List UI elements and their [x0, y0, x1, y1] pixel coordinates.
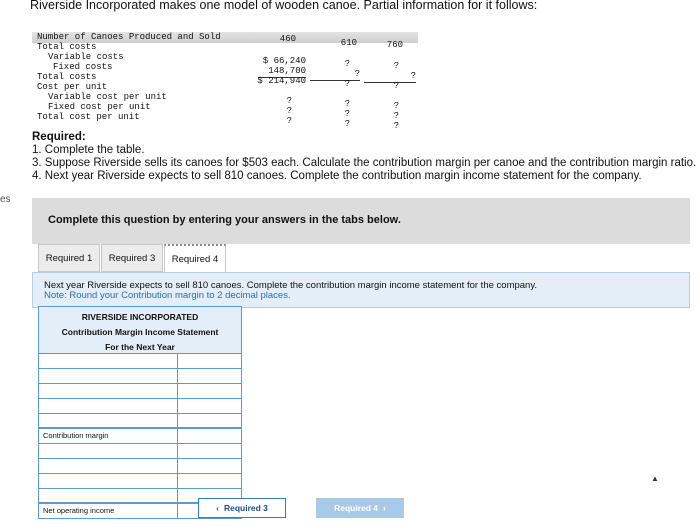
net-operating-income-label: Net operating income [39, 504, 178, 518]
company-name: RIVERSIDE INCORPORATED [81, 312, 199, 322]
cell-value: ? [286, 96, 292, 106]
problem-title: Riverside Incorporated makes one model of wooden canoe. Partial information for it follows: [30, 0, 538, 12]
cell-value: ? [344, 119, 350, 129]
cell-value: $ 214,940 [257, 76, 306, 86]
row-label-input[interactable] [39, 384, 178, 398]
prev-required-button[interactable] [198, 498, 286, 518]
cell-value: ? [364, 71, 416, 83]
cell-value: ? [393, 101, 399, 111]
table-header-label: Number of Canoes Produced and Sold [37, 32, 221, 42]
amount-input[interactable] [178, 384, 241, 398]
table-row [38, 414, 242, 429]
cell-value: ? [286, 106, 292, 116]
table-row [38, 459, 242, 474]
contribution-margin-input[interactable] [178, 429, 241, 443]
chevron-left-icon: ‹ [216, 503, 219, 513]
cell-value: ? [393, 61, 399, 71]
mouse-cursor-icon: ▲ [651, 474, 659, 483]
table-row [38, 399, 242, 414]
row-label: Variable cost per unit [48, 92, 167, 102]
statement-period: For the Next Year [105, 342, 175, 352]
cell-value: ? [344, 109, 350, 119]
row-label: Total cost per unit [37, 112, 140, 122]
row-label: Fixed costs [53, 62, 113, 72]
cell-value: ? [344, 99, 350, 109]
next-button-label: Required 4 [334, 503, 379, 513]
side-mark: es [0, 194, 11, 205]
column-610: 610 [340, 38, 357, 48]
row-label-input[interactable] [39, 444, 178, 458]
row-label-input[interactable] [39, 489, 178, 502]
row-label: Cost per unit [37, 82, 108, 92]
contribution-margin-row [38, 429, 242, 444]
income-statement-table [38, 306, 242, 519]
cell-value: ? [310, 69, 360, 81]
tab-required-1[interactable]: Required 1 [38, 244, 100, 272]
tab-required-3[interactable]: Required 3 [101, 244, 163, 272]
required-item-3: 3. Suppose Riverside sells its canoes for $503 each. Calculate the contribution margin per canoe and the contribution margin ratio. [32, 157, 697, 169]
table-row [38, 369, 242, 384]
cell-value: 148,700 [258, 66, 306, 78]
row-label-input[interactable] [39, 459, 178, 473]
amount-input[interactable] [178, 369, 241, 383]
cell-value: ? [344, 59, 350, 69]
required-section [32, 131, 696, 183]
prev-button-label: Required 3 [223, 503, 268, 513]
next-required-button[interactable] [316, 498, 404, 518]
row-label: Variable costs [48, 52, 124, 62]
table-row [38, 474, 242, 489]
rounding-note: Note: Round your Contribution margin to 2 decimal places. [44, 290, 291, 301]
cell-value: ? [393, 121, 399, 131]
chevron-right-icon: › [383, 503, 386, 513]
row-label-input[interactable] [39, 399, 178, 413]
amount-input[interactable] [178, 399, 241, 413]
cell-value: ? [393, 111, 399, 121]
table-row [38, 354, 242, 369]
required-heading: Required: [32, 131, 86, 143]
statement-header [38, 306, 242, 354]
amount-input[interactable] [178, 474, 241, 488]
cell-value: ? [393, 81, 399, 91]
instructions-text: Next year Riverside expects to sell 810 canoes. Complete the contribution margin income statement for the company. [44, 280, 538, 291]
row-label-input[interactable] [39, 354, 178, 368]
cell-value: ? [286, 116, 292, 126]
amount-input[interactable] [178, 414, 241, 427]
tab-required-4[interactable]: Required 4 [164, 244, 226, 272]
amount-input[interactable] [178, 354, 241, 368]
table-row [38, 384, 242, 399]
cell-value: $ 66,240 [262, 56, 306, 66]
statement-name: Contribution Margin Income Statement [61, 327, 219, 337]
row-label: Fixed cost per unit [48, 102, 151, 112]
row-label-input[interactable] [39, 414, 178, 427]
required-item-1: 1. Complete the table. [32, 144, 145, 156]
row-label-input[interactable] [39, 474, 178, 488]
contribution-margin-label: Contribution margin [39, 429, 178, 443]
cell-value: ? [344, 79, 350, 89]
row-label: Total costs [37, 42, 97, 52]
row-label-input[interactable] [39, 369, 178, 383]
required-item-4: 4. Next year Riverside expects to sell 810 canoes. Complete the contribution margin income statement for the company. [32, 170, 642, 182]
column-760: 760 [386, 40, 403, 50]
row-label: Total costs [37, 72, 97, 82]
amount-input[interactable] [178, 444, 241, 458]
column-460: 460 [279, 34, 296, 44]
instruction-text: Complete this question by entering your answers in the tabs below. [48, 214, 401, 226]
table-row [38, 444, 242, 459]
amount-input[interactable] [178, 459, 241, 473]
